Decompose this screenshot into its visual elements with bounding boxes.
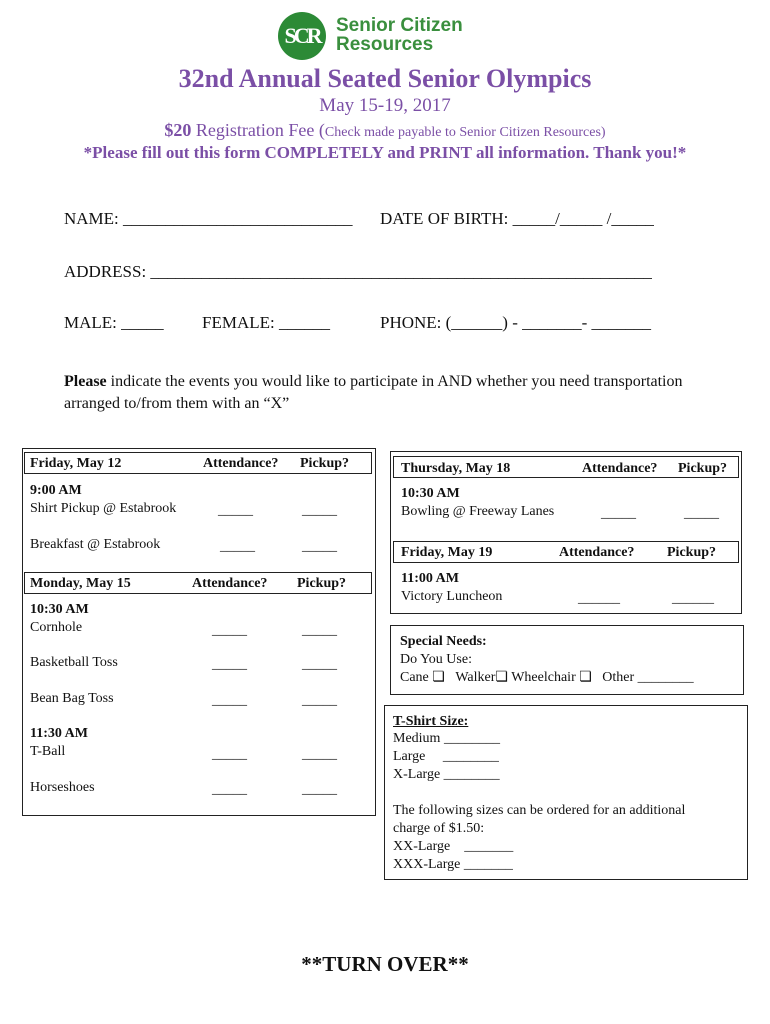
walker-label: Walker <box>455 670 496 685</box>
mon15-cornhole-pickup-blank[interactable]: _____ <box>302 623 337 638</box>
name-field[interactable]: NAME: ___________________________ <box>64 209 353 228</box>
mon15-day: Monday, May 15 <box>30 576 131 591</box>
thu18-bowling-attendance-blank[interactable]: _____ <box>601 506 636 521</box>
phone-field[interactable]: PHONE: (______) - _______- _______ <box>380 313 652 332</box>
fri12-event-breakfast: Breakfast @ Estabrook <box>30 537 161 552</box>
fri12-shirt-attendance-blank[interactable]: _____ <box>218 503 253 518</box>
registration-fee <box>0 120 770 141</box>
fri19-pickup-header: Pickup? <box>667 545 717 560</box>
mon15-event-t-ball: T-Ball <box>30 744 66 759</box>
tshirt-large[interactable]: Large ________ <box>393 749 499 764</box>
walker-checkbox[interactable]: ❏ <box>495 670 508 685</box>
fri19-luncheon-pickup-blank[interactable]: ______ <box>672 591 714 606</box>
tshirt-xxlarge[interactable]: XX-Large _______ <box>393 839 514 854</box>
special-needs-question: Do You Use: <box>400 652 472 667</box>
intro-text: indicate the events you would like to participate in AND whether you need transportation arranged to/from them with an “X” <box>64 373 683 412</box>
fee-amount: $20 <box>164 120 192 140</box>
thu18-pickup-header: Pickup? <box>678 461 728 476</box>
fri12-attendance-header: Attendance? <box>203 456 279 471</box>
thu18-bowling-pickup-blank[interactable]: _____ <box>684 506 719 521</box>
fri12-time-1: 9:00 AM <box>30 483 82 498</box>
fri19-luncheon-attendance-blank[interactable]: ______ <box>578 591 620 606</box>
mon15-beanbag-attendance-blank[interactable]: _____ <box>212 693 247 708</box>
mon15-time-1: 10:30 AM <box>30 602 89 617</box>
mon15-beanbag-pickup-blank[interactable]: _____ <box>302 693 337 708</box>
mon15-time-2: 11:30 AM <box>30 726 88 741</box>
intro-bold: Please <box>64 373 107 390</box>
fri19-time-1: 11:00 AM <box>401 571 459 586</box>
fri12-breakfast-attendance-blank[interactable]: _____ <box>220 539 255 554</box>
mon15-event-bean-bag-toss: Bean Bag Toss <box>30 691 114 706</box>
mon15-attendance-header: Attendance? <box>192 576 268 591</box>
tshirt-xxxlarge[interactable]: XXX-Large _______ <box>393 857 513 872</box>
instructions: *Please fill out this form COMPLETELY and PRINT all information. Thank you!* <box>83 143 687 162</box>
dob-field[interactable]: DATE OF BIRTH: _____/_____ /_____ <box>380 209 654 228</box>
mon15-basketball-pickup-blank[interactable]: _____ <box>302 657 337 672</box>
turn-over-note: **TURN OVER** <box>301 952 469 976</box>
fri19-event-victory-luncheon: Victory Luncheon <box>401 589 503 604</box>
logo-text <box>336 16 463 54</box>
mon15-horseshoes-attendance-blank[interactable]: _____ <box>212 782 247 797</box>
tshirt-note-line-2: charge of $1.50: <box>393 821 485 836</box>
thu18-time-1: 10:30 AM <box>401 486 460 501</box>
fri12-breakfast-pickup-blank[interactable]: _____ <box>302 539 337 554</box>
tshirt-title: T-Shirt Size: <box>393 714 469 729</box>
logo <box>278 12 508 60</box>
wheelchair-checkbox[interactable]: ❏ <box>579 670 592 685</box>
thu18-event-bowling: Bowling @ Freeway Lanes <box>401 504 555 519</box>
tshirt-medium[interactable]: Medium ________ <box>393 731 500 746</box>
tshirt-note-line-1: The following sizes can be ordered for an additional <box>393 803 686 818</box>
fri12-event-shirt-pickup: Shirt Pickup @ Estabrook <box>30 501 177 516</box>
fee-note: Check made payable to Senior Citizen Resources) <box>324 125 606 140</box>
cane-label: Cane <box>400 670 429 685</box>
mon15-event-basketball-toss: Basketball Toss <box>30 655 118 670</box>
fri19-attendance-header: Attendance? <box>559 545 635 560</box>
event-date: May 15-19, 2017 <box>319 95 451 116</box>
mon15-pickup-header: Pickup? <box>297 576 347 591</box>
special-needs-options <box>400 669 694 686</box>
mon15-basketball-attendance-blank[interactable]: _____ <box>212 657 247 672</box>
other-field[interactable]: Other ________ <box>602 670 694 685</box>
special-needs-title: Special Needs: <box>400 634 487 649</box>
mon15-event-horseshoes: Horseshoes <box>30 780 95 795</box>
mon15-tball-pickup-blank[interactable]: _____ <box>302 747 337 762</box>
mon15-cornhole-attendance-blank[interactable]: _____ <box>212 623 247 638</box>
logo-line-2: Resources <box>336 34 434 55</box>
thu18-attendance-header: Attendance? <box>582 461 658 476</box>
thu18-day: Thursday, May 18 <box>401 461 511 476</box>
mon15-horseshoes-pickup-blank[interactable]: _____ <box>302 782 337 797</box>
fri12-shirt-pickup-blank[interactable]: _____ <box>302 503 337 518</box>
female-field[interactable]: FEMALE: ______ <box>202 313 330 332</box>
fri12-pickup-header: Pickup? <box>300 456 350 471</box>
mon15-event-cornhole: Cornhole <box>30 620 83 635</box>
fee-text: Registration Fee ( <box>191 120 325 140</box>
address-field[interactable]: ADDRESS: ___________________________________________________________ <box>64 262 652 281</box>
fri19-day: Friday, May 19 <box>401 545 493 560</box>
wheelchair-label: Wheelchair <box>511 670 576 685</box>
fri12-day: Friday, May 12 <box>30 456 122 471</box>
mon15-tball-attendance-blank[interactable]: _____ <box>212 747 247 762</box>
logo-line-1: Senior Citizen <box>336 15 463 36</box>
male-field[interactable]: MALE: _____ <box>64 313 164 332</box>
logo-mark: SCR <box>278 12 326 60</box>
tshirt-xlarge[interactable]: X-Large ________ <box>393 767 500 782</box>
cane-checkbox[interactable]: ❏ <box>432 670 445 685</box>
page-title: 32nd Annual Seated Senior Olympics <box>178 64 592 93</box>
intro-paragraph <box>64 371 704 415</box>
